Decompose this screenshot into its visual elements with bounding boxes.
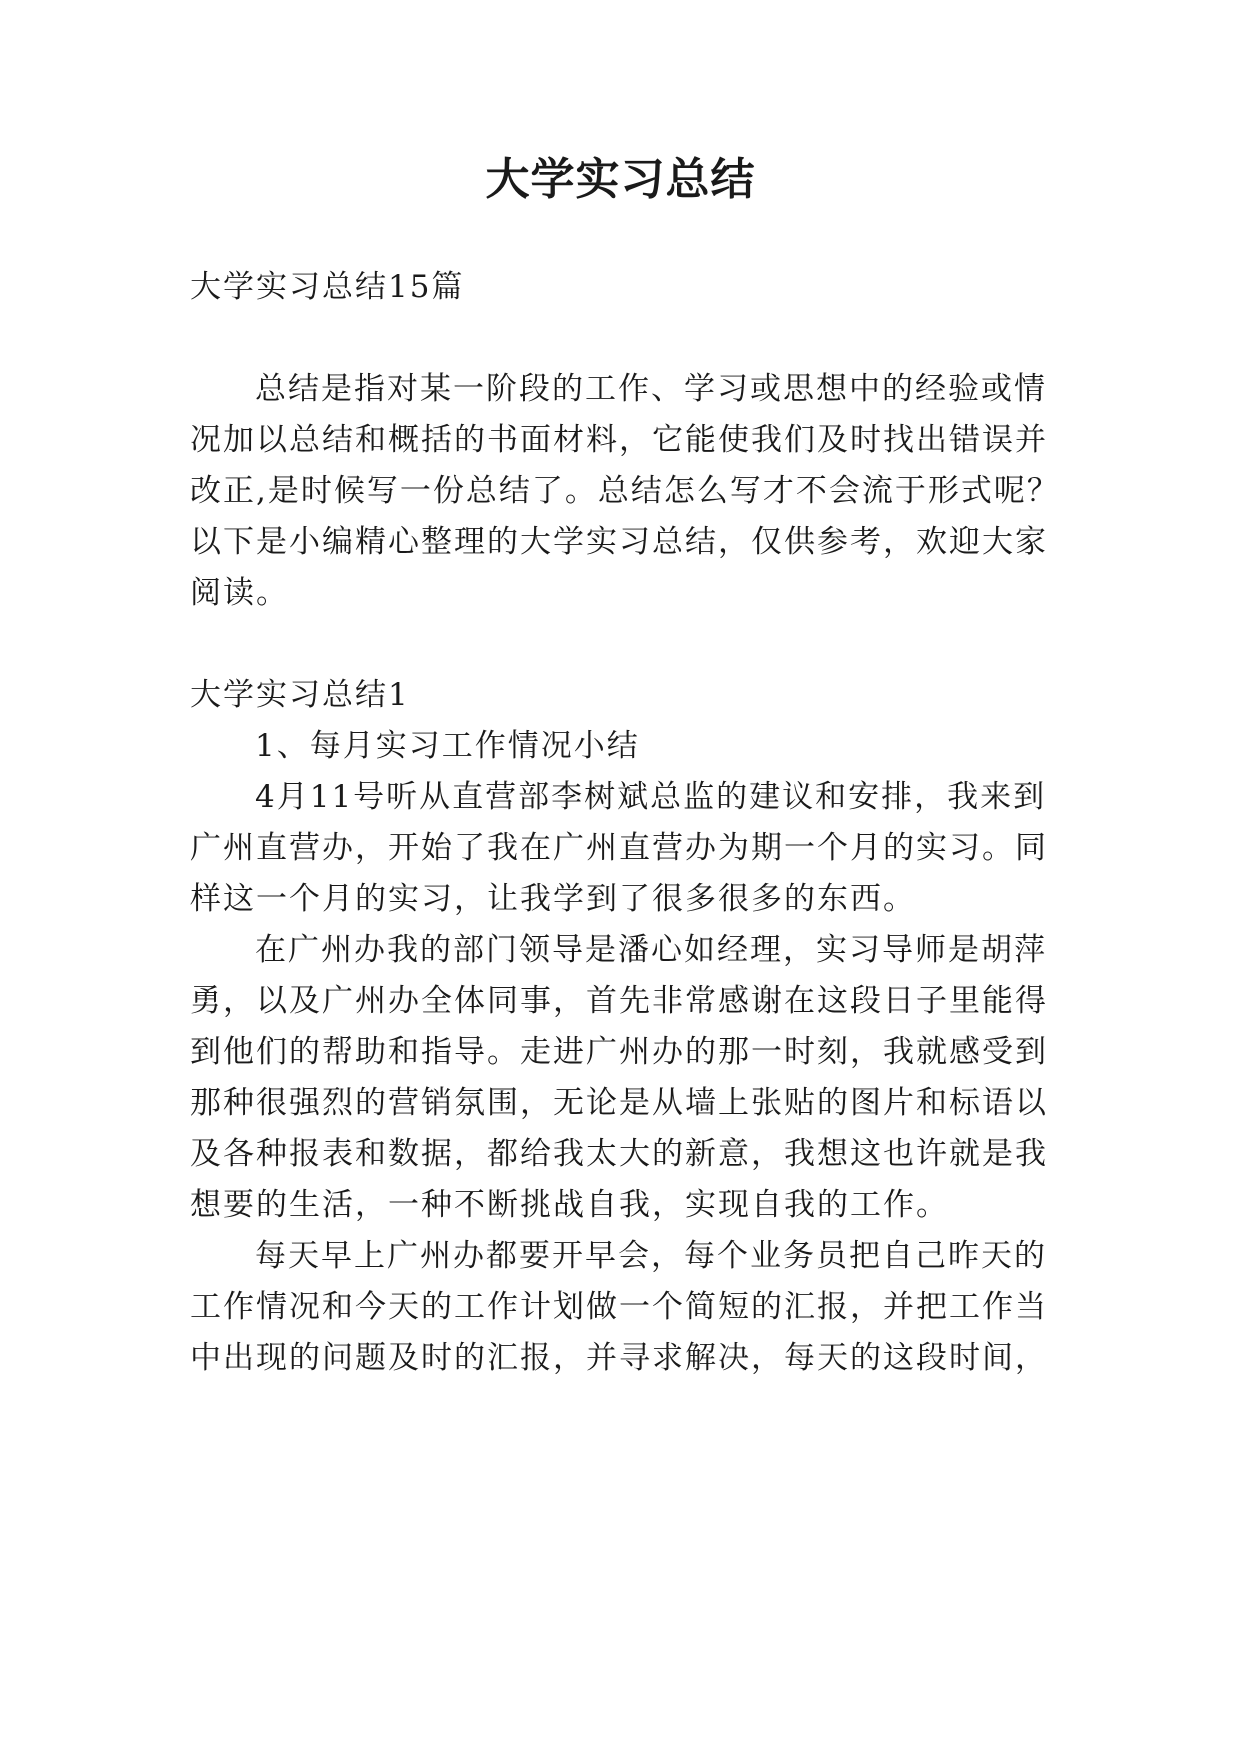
paragraph-line: 中出现的问题及时的汇报，并寻求解决，每天的这段时间， — [190, 1340, 1048, 1376]
intro-line: 以下是小编精心整理的大学实习总结，仅供参考，欢迎大家 — [190, 524, 1048, 560]
document-title: 大学实习总结 — [485, 154, 756, 205]
paragraph-line: 那种很强烈的营销氛围，无论是从墙上张贴的图片和标语以 — [190, 1085, 1048, 1121]
document-subtitle: 大学实习总结15篇 — [190, 269, 465, 305]
intro-line: 改正,是时候写一份总结了。总结怎么写才不会流于形式呢？ — [190, 473, 1060, 509]
paragraph-line: 在广州办我的部门领导是潘心如经理，实习导师是胡萍 — [255, 932, 1047, 968]
paragraph-line: 工作情况和今天的工作计划做一个简短的汇报，并把工作当 — [190, 1289, 1048, 1325]
paragraph-line: 勇，以及广州办全体同事，首先非常感谢在这段日子里能得 — [190, 983, 1048, 1019]
section-heading: 大学实习总结1 — [190, 677, 410, 713]
paragraph-line: 想要的生活，一种不断挑战自我，实现自我的工作。 — [190, 1187, 949, 1223]
intro-line: 阅读。 — [190, 575, 289, 611]
intro-line: 总结是指对某一阶段的工作、学习或思想中的经验或情 — [255, 371, 1047, 407]
paragraph-line: 广州直营办，开始了我在广州直营办为期一个月的实习。同 — [190, 830, 1048, 866]
section-subheading: 1、每月实习工作情况小结 — [255, 728, 640, 764]
paragraph-line: 4月11号听从直营部李树斌总监的建议和安排，我来到 — [255, 779, 1047, 815]
paragraph-line: 样这一个月的实习，让我学到了很多很多的东西。 — [190, 881, 916, 917]
intro-line: 况加以总结和概括的书面材料，它能使我们及时找出错误并 — [190, 422, 1048, 458]
paragraph-line: 每天早上广州办都要开早会，每个业务员把自己昨天的 — [255, 1238, 1047, 1274]
paragraph-line: 到他们的帮助和指导。走进广州办的那一时刻，我就感受到 — [190, 1034, 1048, 1070]
paragraph-line: 及各种报表和数据，都给我太大的新意，我想这也许就是我 — [190, 1136, 1048, 1172]
